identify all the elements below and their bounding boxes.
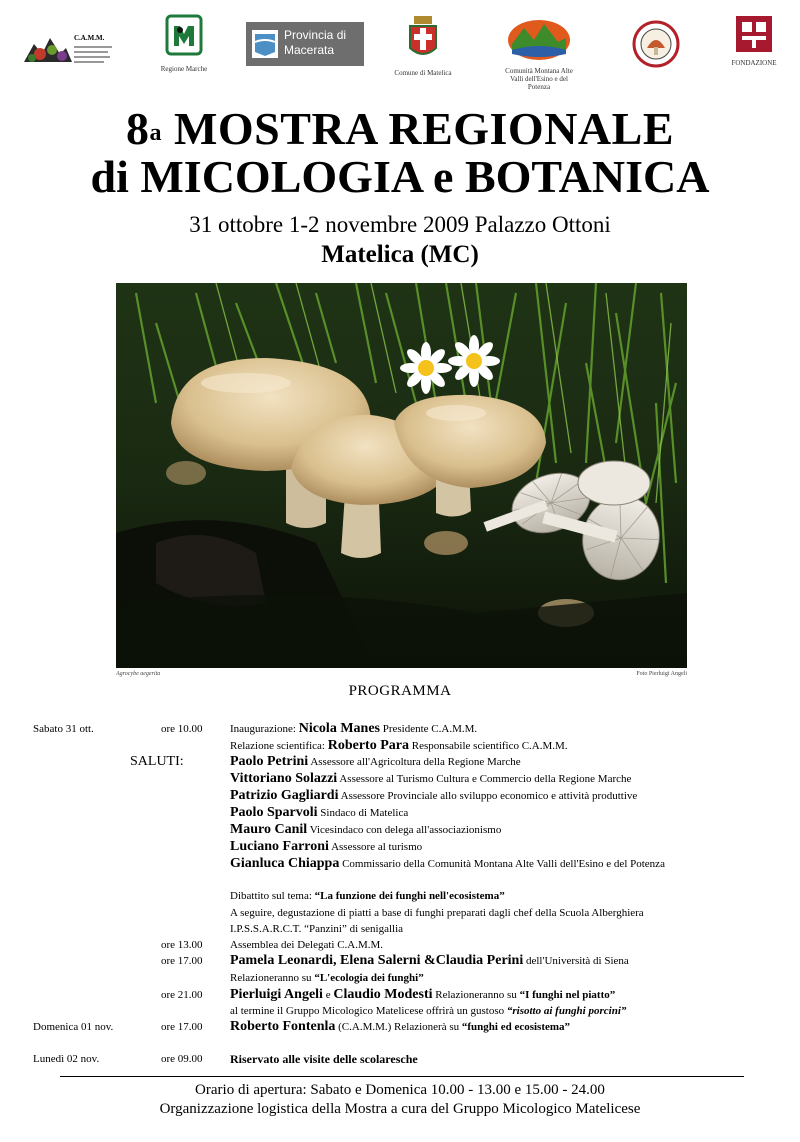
greeting-text: Paolo Sparvoli Sindaco di Matelica — [230, 805, 409, 820]
event-text: Assemblea dei Delegati C.A.M.M. — [230, 939, 384, 951]
greeting-text: Paolo Petrini Assessore all'Agricoltura della Regione Marche — [230, 754, 521, 769]
time-label: ore 21.00 — [161, 989, 203, 1001]
title-line1-text: MOSTRA REGIONALE — [173, 103, 675, 154]
camm-logo — [22, 24, 114, 75]
event-text: Relazione scientifica: Roberto Para Responsabile scientifico C.A.M.M. — [230, 738, 568, 753]
provincia-macerata-text: Provincia di Macerata — [284, 28, 347, 57]
event-text: I.P.S.S.A.R.C.T. “Panzini” di senigallia — [230, 923, 404, 935]
time-label: ore 13.00 — [161, 939, 203, 951]
event-text: Riservato alle visite delle scolaresche — [230, 1052, 418, 1066]
saluti-label: SALUTI: — [130, 754, 184, 769]
greeting-text: Gianluca Chiappa Commissario della Comunità Montana Alte Valli dell'Esino e del Potenza — [230, 856, 665, 871]
comunita-montana-logo — [500, 14, 578, 91]
greeting-text: Luciano Farroni Assessore al turismo — [230, 839, 423, 854]
comune-matelica-logo — [393, 14, 453, 77]
opening-hours: Orario di apertura: Sabato e Domenica 10.00 - 13.00 e 15.00 - 24.00 — [195, 1082, 605, 1098]
event-text: Dibattito sul tema: “La funzione dei funghi nell'ecosistema” — [230, 890, 505, 902]
organization-note: Organizzazione logistica della Mostra a cura del Gruppo Micologico Matelicese — [159, 1101, 641, 1117]
event-text: A seguire, degustazione di piatti a base di funghi preparati dagli chef della Scuola Alberghiera — [230, 907, 644, 919]
edition-number: 8 — [125, 103, 150, 154]
program-heading: PROGRAMMA — [348, 683, 452, 699]
photo-caption-species: Agrocybe aegerita — [116, 671, 161, 677]
event-text: Pierluigi Angeli e Claudio Modesti Relazioneranno su “I funghi nel piatto” — [230, 987, 616, 1002]
provincia-macerata-logo — [246, 22, 364, 71]
time-label: ore 17.00 — [161, 1021, 203, 1033]
regione-marche-caption: Regione Marche — [160, 65, 208, 73]
event-text: Inaugurazione: Nicola Manes Presidente C.A.M.M. — [230, 721, 478, 736]
comune-matelica-caption: Comune di Matelica — [394, 69, 452, 77]
day-label: Sabato 31 ott. — [33, 723, 94, 735]
sponsor-logos — [0, 14, 800, 91]
camm-logo-text: C.A.M.M. — [74, 34, 105, 42]
event-city: Matelica (MC) — [321, 241, 479, 268]
greeting-text: Mauro Canil Vicesindaco con delega all'associazionismo — [230, 822, 502, 837]
comunita-montana-caption: Comunità Montana Alte Valli dell'Esino e del Potenza — [505, 67, 573, 91]
fondazione-caption: FONDAZIONE — [731, 59, 777, 67]
event-text: Pamela Leonardi, Elena Salerni &Claudia Perini dell'Università di Siena — [230, 953, 629, 968]
regione-marche-logo — [158, 14, 210, 73]
photo-credit: Foto Pierluigi Angeli — [636, 671, 687, 677]
poster-title-line1 — [0, 104, 800, 154]
edition-ordinal: a — [149, 120, 162, 146]
time-label: ore 09.00 — [161, 1053, 203, 1065]
time-label: ore 17.00 — [161, 955, 203, 967]
mushroom-photo — [116, 283, 687, 668]
day-label: Domenica 01 nov. — [33, 1021, 114, 1033]
event-text: Relazioneranno su “L'ecologia dei funghi” — [230, 972, 424, 984]
event-text: al termine il Gruppo Micologico Matelicese offrirà un gustoso “risotto ai funghi porcini” — [230, 1005, 627, 1017]
day-label: Lunedì 02 nov. — [33, 1053, 100, 1065]
greeting-text: Vittoriano Solazzi Assessore al Turismo Cultura e Commercio della Regione Marche — [230, 771, 632, 786]
greeting-text: Patrizio Gagliardi Assessore Provinciale allo sviluppo economico e attività produttive — [230, 788, 638, 803]
time-label: ore 10.00 — [161, 723, 203, 735]
event-text: Roberto Fontenla (C.A.M.M.) Relazionerà su “funghi ed ecosistema” — [230, 1019, 571, 1034]
poster-title-line2: di MICOLOGIA e BOTANICA — [90, 151, 710, 202]
event-dates: 31 ottobre 1-2 novembre 2009 Palazzo Ottoni — [189, 212, 611, 237]
footer-divider — [60, 1076, 744, 1077]
fondazione-logo — [724, 14, 784, 67]
seal-logo — [630, 20, 682, 73]
